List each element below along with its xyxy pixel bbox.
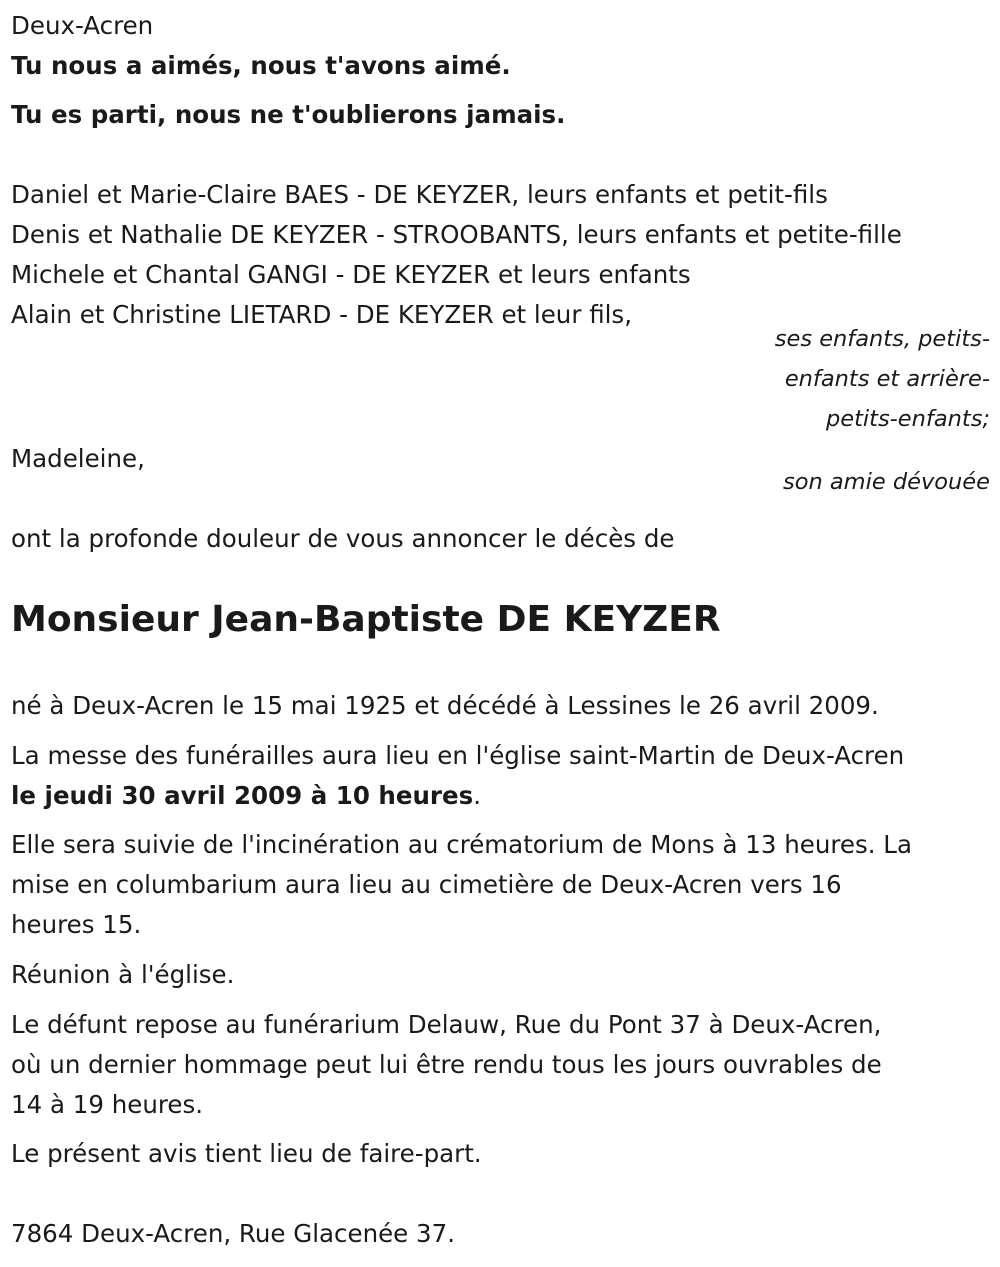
family-line: Alain et Christine LIETARD - DE KEYZER et leur fils, [11, 300, 632, 329]
family-role-line: ses enfants, petits- [774, 326, 990, 352]
funerarium-line: 14 à 19 heures. [11, 1090, 204, 1119]
notice-line: Le présent avis tient lieu de faire-part. [11, 1139, 482, 1168]
family-line: Daniel et Marie-Claire BAES - DE KEYZER, leurs enfants et petit-fils [11, 180, 828, 209]
family-line: Michele et Chantal GANGI - DE KEYZER et leurs enfants [11, 260, 691, 289]
friend-role: son amie dévouée [782, 469, 990, 495]
motto-line-1: Tu nous a aimés, nous t'avons aimé. [11, 51, 511, 80]
header-place: Deux-Acren [11, 11, 154, 40]
incineration-line: Elle sera suivie de l'incinération au crématorium de Mons à 13 heures. La [11, 830, 912, 859]
incineration-line: mise en columbarium aura lieu au cimetière de Deux-Acren vers 16 [11, 870, 842, 899]
incineration-line: heures 15. [11, 910, 142, 939]
announcement: ont la profonde douleur de vous annoncer le décès de [11, 524, 675, 553]
deceased-name: Monsieur Jean-Baptiste DE KEYZER [11, 599, 721, 640]
friend-name: Madeleine, [11, 444, 145, 473]
family-role-line: enfants et arrière- [784, 366, 990, 392]
mass-date-end: . [473, 781, 481, 810]
address-line: 7864 Deux-Acren, Rue Glacenée 37. [11, 1219, 456, 1248]
family-line: Denis et Nathalie DE KEYZER - STROOBANTS, leurs enfants et petite-fille [11, 220, 902, 249]
funerarium-line: Le défunt repose au funérarium Delauw, Rue du Pont 37 à Deux-Acren, [11, 1010, 882, 1039]
motto-line-2: Tu es parti, nous ne t'oublierons jamais. [11, 100, 566, 129]
mass-date-line [11, 781, 481, 811]
mass-line: La messe des funérailles aura lieu en l'église saint-Martin de Deux-Acren [11, 741, 905, 770]
funerarium-line: où un dernier hommage peut lui être rendu tous les jours ouvrables de [11, 1050, 882, 1079]
birth-death-line: né à Deux-Acren le 15 mai 1925 et décédé à Lessines le 26 avril 2009. [11, 691, 879, 720]
family-role-line: petits-enfants; [825, 406, 990, 432]
meeting-line: Réunion à l'église. [11, 960, 235, 989]
mass-date: le jeudi 30 avril 2009 à 10 heures [11, 781, 474, 810]
